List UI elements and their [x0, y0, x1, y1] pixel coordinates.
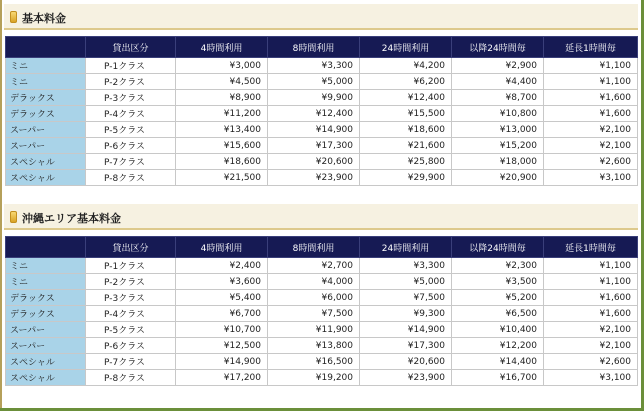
cell-24h: ¥29,900 — [360, 170, 452, 186]
cell-24h: ¥18,600 — [360, 122, 452, 138]
cell-category: ミニ — [6, 74, 86, 90]
table-row — [6, 258, 638, 274]
cell-each-24h: ¥14,400 — [452, 354, 544, 370]
cell-rental-class: P-2クラス — [86, 274, 176, 290]
table-row — [6, 74, 638, 90]
cell-rental-class: P-3クラス — [86, 290, 176, 306]
cell-4h: ¥5,400 — [176, 290, 268, 306]
cell-4h: ¥8,900 — [176, 90, 268, 106]
header-rental-class: 貸出区分 — [86, 237, 176, 258]
cell-category: スーパー — [6, 338, 86, 354]
table-row — [6, 154, 638, 170]
cell-each-24h: ¥16,700 — [452, 370, 544, 386]
cell-24h: ¥7,500 — [360, 290, 452, 306]
header-8h: 8時間利用 — [268, 237, 360, 258]
cell-8h: ¥7,500 — [268, 306, 360, 322]
cell-extension-1h: ¥2,600 — [544, 154, 638, 170]
cell-extension-1h: ¥3,100 — [544, 370, 638, 386]
cell-rental-class: P-7クラス — [86, 154, 176, 170]
cell-8h: ¥17,300 — [268, 138, 360, 154]
header-24h: 24時間利用 — [360, 237, 452, 258]
cell-category: デラックス — [6, 290, 86, 306]
section-title: 基本料金 — [22, 12, 66, 25]
section-header-okinawa-rates — [4, 204, 638, 230]
cell-4h: ¥3,000 — [176, 58, 268, 74]
cell-rental-class: P-2クラス — [86, 74, 176, 90]
cell-rental-class: P-4クラス — [86, 106, 176, 122]
cell-8h: ¥16,500 — [268, 354, 360, 370]
cell-8h: ¥9,900 — [268, 90, 360, 106]
cell-category: デラックス — [6, 306, 86, 322]
header-each-24h: 以降24時間毎 — [452, 237, 544, 258]
cell-24h: ¥20,600 — [360, 354, 452, 370]
cell-rental-class: P-3クラス — [86, 90, 176, 106]
table-header-row — [6, 237, 638, 258]
cell-rental-class: P-6クラス — [86, 138, 176, 154]
cell-24h: ¥21,600 — [360, 138, 452, 154]
table-row — [6, 58, 638, 74]
cell-rental-class: P-8クラス — [86, 370, 176, 386]
cell-each-24h: ¥13,000 — [452, 122, 544, 138]
cell-extension-1h: ¥1,100 — [544, 274, 638, 290]
cell-category: デラックス — [6, 90, 86, 106]
cell-4h: ¥17,200 — [176, 370, 268, 386]
page-frame-left — [0, 0, 2, 411]
cell-each-24h: ¥18,000 — [452, 154, 544, 170]
cell-each-24h: ¥12,200 — [452, 338, 544, 354]
section-title: 沖縄エリア基本料金 — [22, 212, 121, 225]
cell-4h: ¥14,900 — [176, 354, 268, 370]
cell-extension-1h: ¥1,600 — [544, 290, 638, 306]
cell-category: スペシャル — [6, 370, 86, 386]
header-rental-class: 貸出区分 — [86, 37, 176, 58]
cell-extension-1h: ¥1,600 — [544, 306, 638, 322]
table-row — [6, 306, 638, 322]
cell-category: スペシャル — [6, 354, 86, 370]
cell-4h: ¥15,600 — [176, 138, 268, 154]
section-header-basic-rates — [4, 4, 638, 30]
cell-24h: ¥9,300 — [360, 306, 452, 322]
table-row — [6, 370, 638, 386]
cell-24h: ¥17,300 — [360, 338, 452, 354]
cell-category: スーパー — [6, 138, 86, 154]
cell-rental-class: P-4クラス — [86, 306, 176, 322]
cell-extension-1h: ¥2,100 — [544, 138, 638, 154]
rate-table-basic — [5, 36, 638, 186]
cell-8h: ¥23,900 — [268, 170, 360, 186]
cell-each-24h: ¥2,300 — [452, 258, 544, 274]
cell-each-24h: ¥10,400 — [452, 322, 544, 338]
header-4h: 4時間利用 — [176, 37, 268, 58]
cell-8h: ¥3,300 — [268, 58, 360, 74]
cell-category: ミニ — [6, 258, 86, 274]
cell-category: デラックス — [6, 106, 86, 122]
cell-24h: ¥14,900 — [360, 322, 452, 338]
cell-4h: ¥10,700 — [176, 322, 268, 338]
cell-category: スーパー — [6, 322, 86, 338]
cell-rental-class: P-7クラス — [86, 354, 176, 370]
table-row — [6, 106, 638, 122]
gold-coin-icon — [10, 11, 17, 23]
cell-24h: ¥23,900 — [360, 370, 452, 386]
cell-4h: ¥12,500 — [176, 338, 268, 354]
header-category — [6, 237, 86, 258]
cell-24h: ¥4,200 — [360, 58, 452, 74]
cell-each-24h: ¥8,700 — [452, 90, 544, 106]
cell-4h: ¥21,500 — [176, 170, 268, 186]
cell-24h: ¥6,200 — [360, 74, 452, 90]
cell-each-24h: ¥3,500 — [452, 274, 544, 290]
cell-24h: ¥25,800 — [360, 154, 452, 170]
table-row — [6, 338, 638, 354]
header-extension-1h: 延長1時間毎 — [544, 237, 638, 258]
cell-category: ミニ — [6, 58, 86, 74]
cell-4h: ¥13,400 — [176, 122, 268, 138]
cell-8h: ¥19,200 — [268, 370, 360, 386]
table-row — [6, 322, 638, 338]
table-row — [6, 138, 638, 154]
header-24h: 24時間利用 — [360, 37, 452, 58]
cell-8h: ¥12,400 — [268, 106, 360, 122]
cell-24h: ¥12,400 — [360, 90, 452, 106]
cell-extension-1h: ¥2,600 — [544, 354, 638, 370]
cell-category: ミニ — [6, 274, 86, 290]
table-row — [6, 274, 638, 290]
cell-4h: ¥3,600 — [176, 274, 268, 290]
table-header-row — [6, 37, 638, 58]
header-8h: 8時間利用 — [268, 37, 360, 58]
cell-4h: ¥6,700 — [176, 306, 268, 322]
cell-each-24h: ¥15,200 — [452, 138, 544, 154]
cell-8h: ¥2,700 — [268, 258, 360, 274]
table-row — [6, 170, 638, 186]
cell-each-24h: ¥6,500 — [452, 306, 544, 322]
table-row — [6, 90, 638, 106]
cell-extension-1h: ¥1,600 — [544, 106, 638, 122]
gold-coin-icon — [10, 211, 17, 223]
header-each-24h: 以降24時間毎 — [452, 37, 544, 58]
cell-each-24h: ¥10,800 — [452, 106, 544, 122]
rate-table-okinawa — [5, 236, 638, 386]
cell-extension-1h: ¥2,100 — [544, 338, 638, 354]
table-row — [6, 122, 638, 138]
cell-8h: ¥14,900 — [268, 122, 360, 138]
cell-rental-class: P-8クラス — [86, 170, 176, 186]
cell-24h: ¥15,500 — [360, 106, 452, 122]
cell-rental-class: P-6クラス — [86, 338, 176, 354]
cell-extension-1h: ¥2,100 — [544, 122, 638, 138]
cell-rental-class: P-1クラス — [86, 58, 176, 74]
cell-extension-1h: ¥1,100 — [544, 258, 638, 274]
header-4h: 4時間利用 — [176, 237, 268, 258]
cell-4h: ¥4,500 — [176, 74, 268, 90]
cell-category: スーパー — [6, 122, 86, 138]
cell-extension-1h: ¥1,600 — [544, 90, 638, 106]
cell-each-24h: ¥4,400 — [452, 74, 544, 90]
cell-extension-1h: ¥2,100 — [544, 322, 638, 338]
cell-8h: ¥20,600 — [268, 154, 360, 170]
cell-8h: ¥6,000 — [268, 290, 360, 306]
cell-24h: ¥3,300 — [360, 258, 452, 274]
cell-4h: ¥11,200 — [176, 106, 268, 122]
table-row — [6, 354, 638, 370]
cell-8h: ¥13,800 — [268, 338, 360, 354]
table-row — [6, 290, 638, 306]
cell-8h: ¥4,000 — [268, 274, 360, 290]
cell-each-24h: ¥5,200 — [452, 290, 544, 306]
cell-category: スペシャル — [6, 170, 86, 186]
cell-rental-class: P-1クラス — [86, 258, 176, 274]
cell-extension-1h: ¥1,100 — [544, 74, 638, 90]
cell-4h: ¥18,600 — [176, 154, 268, 170]
header-category — [6, 37, 86, 58]
cell-4h: ¥2,400 — [176, 258, 268, 274]
cell-24h: ¥5,000 — [360, 274, 452, 290]
cell-extension-1h: ¥1,100 — [544, 58, 638, 74]
cell-rental-class: P-5クラス — [86, 322, 176, 338]
cell-each-24h: ¥20,900 — [452, 170, 544, 186]
cell-rental-class: P-5クラス — [86, 122, 176, 138]
cell-each-24h: ¥2,900 — [452, 58, 544, 74]
cell-category: スペシャル — [6, 154, 86, 170]
cell-8h: ¥11,900 — [268, 322, 360, 338]
cell-8h: ¥5,000 — [268, 74, 360, 90]
cell-extension-1h: ¥3,100 — [544, 170, 638, 186]
header-extension-1h: 延長1時間毎 — [544, 37, 638, 58]
